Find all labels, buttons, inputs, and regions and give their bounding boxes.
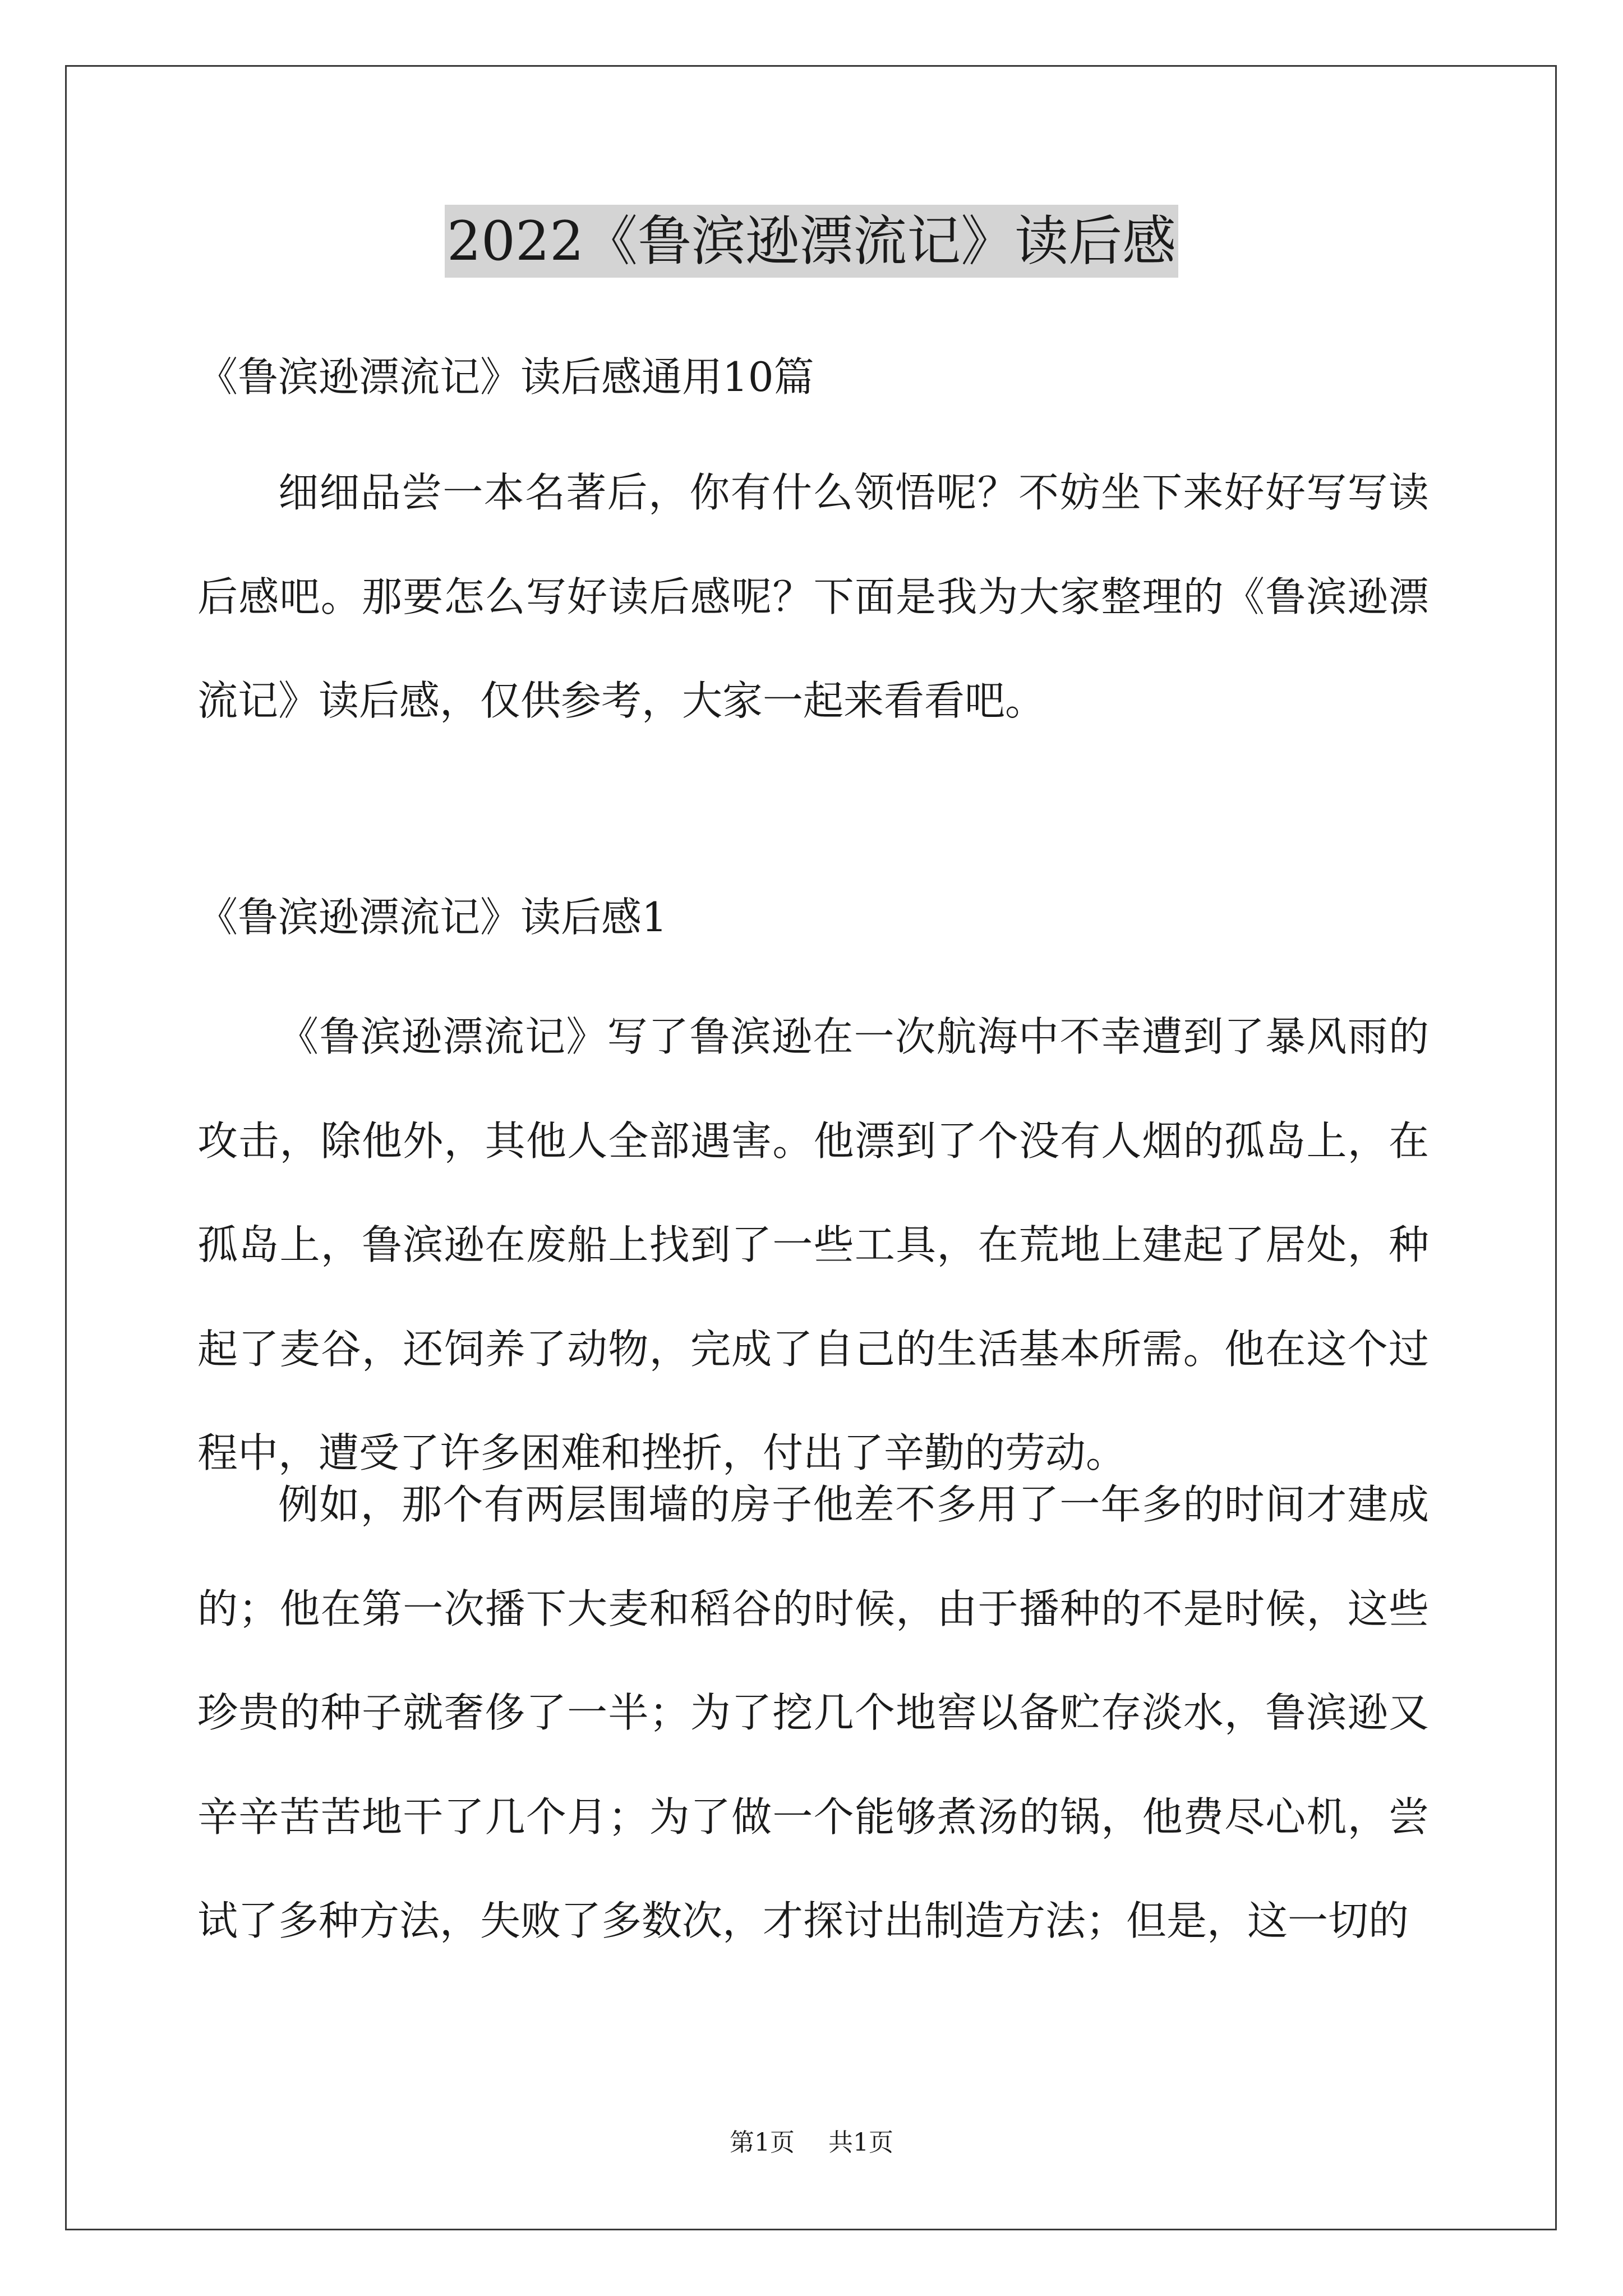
- document-title-text: 2022《鲁滨逊漂流记》读后感: [445, 205, 1178, 278]
- page-number: 第1页: [730, 2128, 795, 2157]
- body-paragraph-2: 例如，那个有两层围墙的房子他差不多用了一年多的时间才建成的；他在第一次播下大麦和稻谷的时候，由于播种的不是时候，这些珍贵的种子就奢侈了一半；为了挖几个地窖以备贮存淡水，鲁滨逊又辛辛苦苦地干了几个月；为了做一个能够煮汤的锅，他费尽心机，尝试了多种方法，失败了多数次，才探讨出制造方法；但是，这一切的: [197, 1481, 1429, 1944]
- page-total: 共1页: [828, 2128, 893, 2157]
- section-heading: 《鲁滨逊漂流记》读后感1: [197, 894, 667, 941]
- intro-paragraph: 细细品尝一本名著后，你有什么领悟呢？不妨坐下来好好写写读后感吧。那要怎么写好读后感呢？下面是我为大家整理的《鲁滨逊漂流记》读后感，仅供参考，大家一起来看看吧。: [197, 469, 1429, 724]
- document-subtitle: 《鲁滨逊漂流记》读后感通用10篇: [197, 353, 814, 401]
- document-title: [0, 205, 1623, 278]
- page-footer: [0, 2126, 1623, 2160]
- body-paragraph-1: 《鲁滨逊漂流记》写了鲁滨逊在一次航海中不幸遭到了暴风雨的攻击，除他外，其他人全部遇害。他漂到了个没有人烟的孤岛上，在孤岛上，鲁滨逊在废船上找到了一些工具，在荒地上建起了居处，种起了麦谷，还饲养了动物，完成了自己的生活基本所需。他在这个过程中，遭受了许多困难和挫折，付出了辛勤的劳动。: [197, 1013, 1429, 1476]
